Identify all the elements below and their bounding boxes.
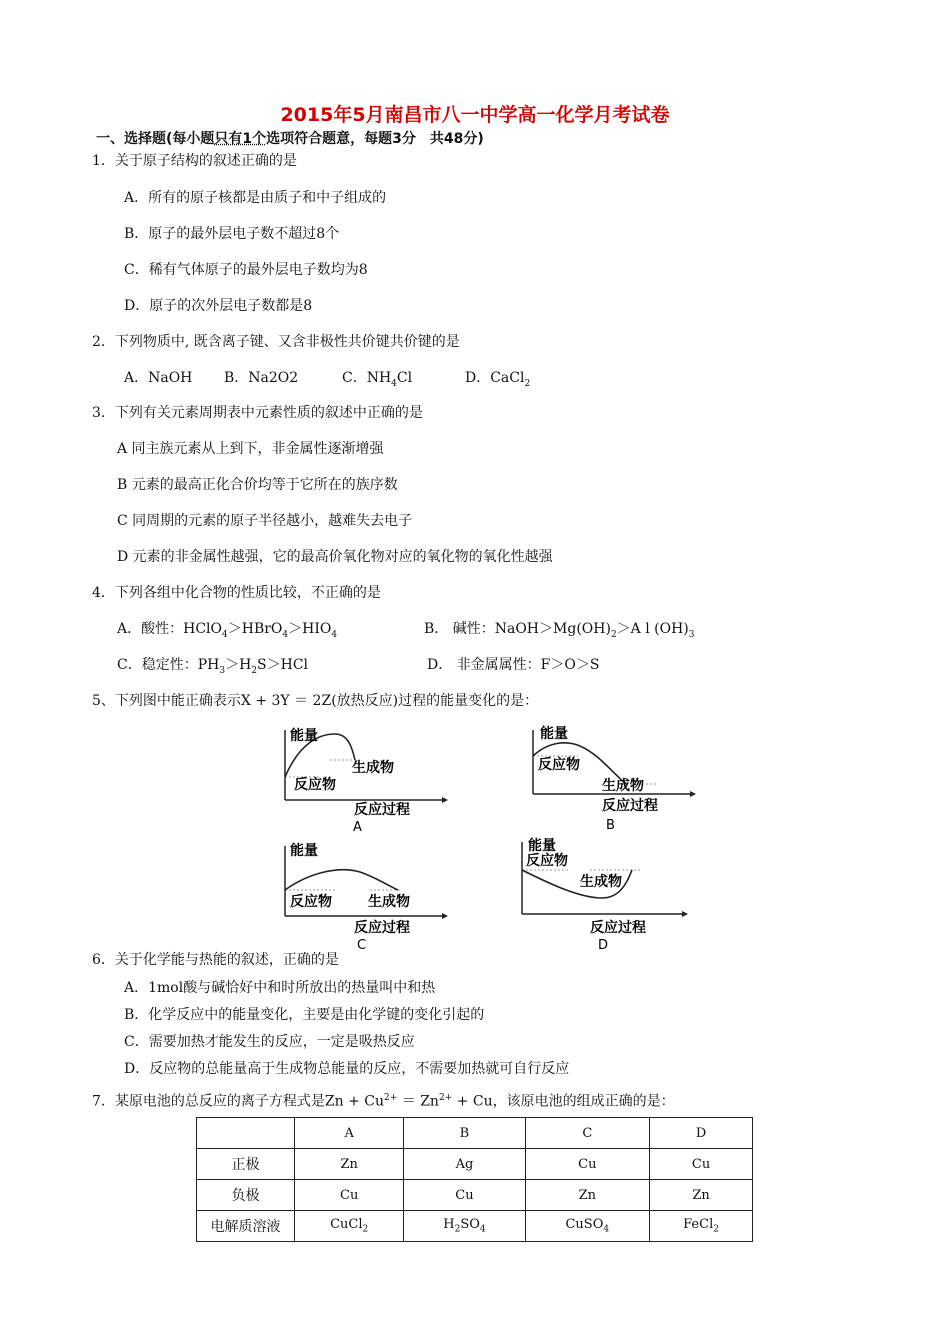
q1-option-d: D．原子的次外层电子数都是8 (124, 298, 313, 314)
table-cell: Zn (650, 1180, 753, 1211)
graph-c-reactant-label: 反应物 (290, 894, 332, 910)
q3-option-b: B 元素的最高正化合价均等于它所在的族序数 (117, 477, 398, 493)
table-cell: Cu (525, 1149, 650, 1180)
q3-option-c: C 同周期的元素的原子半径越小，越难失去电子 (117, 513, 413, 529)
table-row-label: 电解质溶液 (197, 1211, 295, 1242)
section-heading (96, 128, 484, 148)
q1-option-c: C．稀有气体原子的最外层电子数均为8 (124, 262, 368, 278)
q6-option-c: C．需要加热才能发生的反应，一定是吸热反应 (124, 1034, 415, 1050)
q2-option-a: A．NaOH (124, 370, 193, 386)
q4-option-a: A．酸性：$HClO_4>HBrO_4>HIO_4$ (117, 621, 338, 640)
q4-option-b: B． 碱性：$NaOH>Mg(OH)_2>A$ l $(OH)_3$ (424, 621, 695, 640)
graph-a-reactant-label: 反应物 (294, 777, 336, 793)
graph-a-progress-label: 反应过程 (354, 802, 410, 818)
graph-d-progress-label: 反应过程 (590, 920, 646, 936)
graph-d-energy-label: 能量 (528, 838, 556, 854)
table-cell: Ag (404, 1149, 525, 1180)
graph-c-progress-label: 反应过程 (354, 920, 410, 936)
graph-a-product-label: 生成物 (352, 760, 394, 776)
q4-option-c: C．稳定性：$PH_3>H_2S>HCl$ (117, 657, 309, 676)
q5-stem: 5、下列图中能正确表示X + 3Y ＝ 2Z(放热反应)过程的能量变化的是： (92, 693, 539, 709)
table-cell: FeCl$_2$ (650, 1211, 753, 1242)
table-cell: $H_2SO_4$ (404, 1211, 525, 1242)
table-header-cell: B (404, 1118, 525, 1149)
q4-option-d: D． 非金属属性：F＞O＞S (427, 657, 600, 673)
q6-option-a: A．1mol酸与碱恰好中和时所放出的热量叫中和热 (124, 980, 436, 996)
table-header-cell: A (295, 1118, 404, 1149)
q6-option-b: B．化学反应中的能量变化，主要是由化学键的变化引起的 (124, 1007, 485, 1023)
table-cell: Cu (404, 1180, 525, 1211)
energy-graph-d (510, 836, 690, 956)
battery-composition-table (196, 1117, 753, 1242)
table-cell: Zn (295, 1149, 404, 1180)
table-row-negative (197, 1180, 753, 1211)
q3-stem: 3．下列有关元素周期表中元素性质的叙述中正确的是 (92, 405, 423, 421)
graph-c-product-label: 生成物 (368, 894, 410, 910)
graph-a-letter: A (353, 820, 362, 835)
q3-option-a: A 同主族元素从上到下，非金属性逐渐增强 (117, 441, 384, 457)
q3-option-d: D 元素的非金属性越强，它的最高价氧化物对应的氧化物的氧化性越强 (117, 549, 553, 565)
section-prefix: 一、选择题(每小题 (96, 131, 215, 147)
graph-d-product-label: 生成物 (580, 874, 622, 890)
table-cell: CuSO$_4$ (525, 1211, 650, 1242)
table-cell: CuCl$_2$ (295, 1211, 404, 1242)
q2-stem: 2．下列物质中, 既含离子键、又含非极性共价键共价键的是 (92, 334, 460, 350)
energy-graph-b (518, 722, 698, 838)
graph-a-energy-label: 能量 (290, 728, 318, 744)
graph-b-energy-label: 能量 (540, 726, 568, 742)
table-row-electrolyte (197, 1211, 753, 1242)
section-suffix: 选项符合题意，每题3分 共48分) (266, 131, 484, 147)
q4-stem: 4．下列各组中化合物的性质比较，不正确的是 (92, 585, 381, 601)
graph-c-energy-label: 能量 (290, 843, 318, 859)
graph-c-letter: C (357, 938, 367, 953)
table-row-label: 负极 (197, 1180, 295, 1211)
q6-stem: 6．关于化学能与热能的叙述，正确的是 (92, 952, 339, 968)
graph-b-letter: B (606, 818, 615, 833)
table-header-cell: C (525, 1118, 650, 1149)
q7-stem: 7．某原电池的总反应的离子方程式是$Zn + Cu^{2+} = Zn^{2+} + Cu$，该原电池的组成正确的是： (92, 1093, 675, 1110)
table-header-row (197, 1118, 753, 1149)
q1-option-a: A．所有的原子核都是由质子和中子组成的 (124, 190, 387, 206)
energy-graph-a (270, 722, 450, 838)
table-row-positive (197, 1149, 753, 1180)
graph-b-product-label: 生成物 (602, 778, 644, 794)
q1-option-b: B．原子的最外层电子数不超过8个 (124, 226, 340, 242)
q2-option-c: C．$NH_4Cl$ (342, 370, 413, 389)
graph-d-letter: D (598, 938, 609, 953)
table-cell: Cu (295, 1180, 404, 1211)
q1-stem: 1．关于原子结构的叙述正确的是 (92, 153, 297, 169)
q6-option-d: D．反应物的总能量高于生成物总能量的反应，不需要加热就可自行反应 (124, 1061, 570, 1077)
table-cell: Cu (650, 1149, 753, 1180)
table-header-cell: D (650, 1118, 753, 1149)
table-header-cell (197, 1118, 295, 1149)
table-row-label: 正极 (197, 1149, 295, 1180)
graph-b-reactant-label: 反应物 (538, 757, 580, 773)
q2-option-b: B．Na2O2 (224, 370, 299, 386)
section-emphasis: 只有1个 (214, 131, 267, 147)
exam-title: 2015年5月南昌市八一中学高一化学月考试卷 (280, 104, 670, 126)
q2-option-d: D．CaCl$_2$ (465, 370, 531, 389)
graph-d-reactant-label: 反应物 (526, 853, 568, 869)
table-cell: Zn (525, 1180, 650, 1211)
graph-b-progress-label: 反应过程 (602, 798, 658, 814)
energy-graph-c (270, 840, 450, 956)
